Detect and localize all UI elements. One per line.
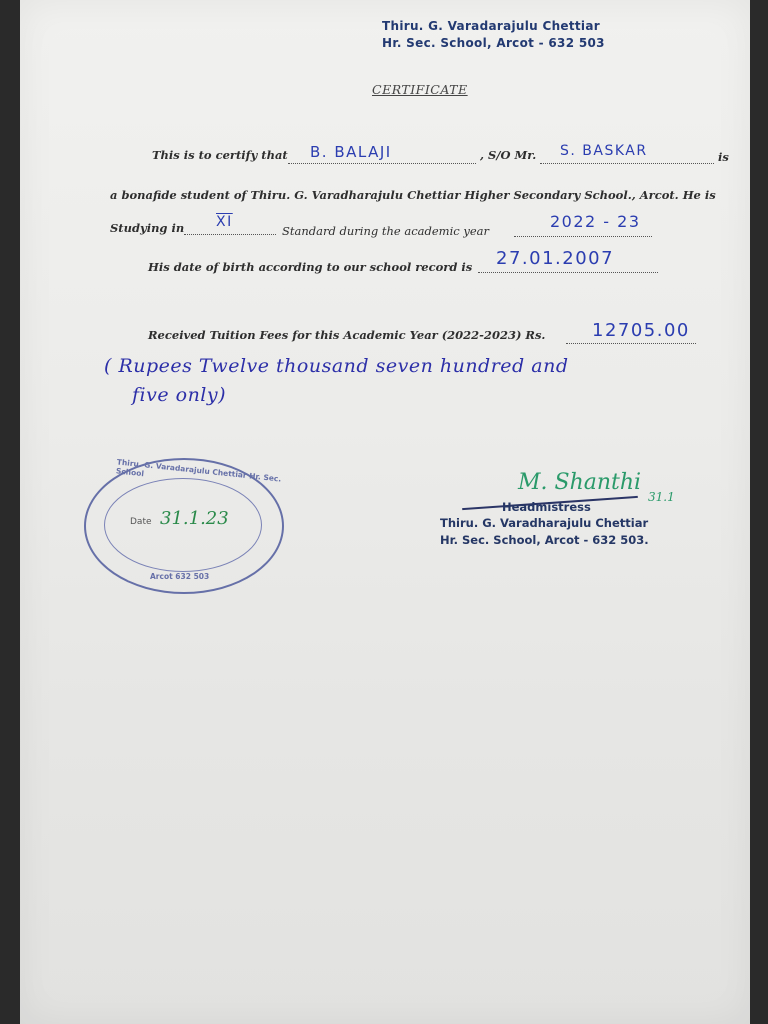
certificate-paper — [20, 0, 750, 1024]
headmistress-school-line-2: Hr. Sec. School, Arcot - 632 503. — [440, 533, 649, 547]
year-blank — [514, 236, 652, 237]
amount-words-line-1: ( Rupees Twelve thousand seven hundred and — [104, 355, 569, 377]
signature-date: 31.1 — [648, 490, 675, 504]
name-blank — [288, 163, 476, 164]
bonafide-line: a bonafide student of Thiru. G. Varadharajulu Chettiar Higher Secondary School., Arcot. He is — [110, 188, 716, 202]
academic-year: 2022 - 23 — [550, 212, 641, 231]
father-name: S. BASKAR — [560, 143, 648, 159]
fees-label: Received Tuition Fees for this Academic Year (2022-2023) Rs. — [148, 328, 546, 342]
seal-date-value: 31.1.23 — [160, 508, 229, 529]
dob-label: His date of birth according to our school record is — [148, 260, 473, 274]
so-label: , S/O Mr. — [480, 148, 537, 162]
dob-value: 27.01.2007 — [496, 248, 615, 269]
father-blank — [540, 163, 714, 164]
header-line-1: Thiru. G. Varadarajulu Chettiar — [382, 19, 600, 33]
dob-blank — [478, 272, 658, 273]
seal-top-text: Thiru. G. Varadarajulu Chettiar Hr. Sec. School — [115, 457, 282, 484]
standard-blank — [184, 234, 276, 235]
certificate-title: CERTIFICATE — [372, 82, 468, 97]
headmistress-signature: M. Shanthi — [518, 470, 642, 495]
studying-in-label: Studying in — [110, 221, 185, 235]
standard-value: $\overline{XI}$ — [216, 214, 233, 230]
headmistress-school-line-1: Thiru. G. Varadharajulu Chettiar — [440, 516, 649, 530]
fees-value: 12705.00 — [592, 320, 690, 341]
is-label: is — [718, 150, 729, 164]
fees-blank — [566, 343, 696, 344]
amount-words-line-2: five only) — [132, 384, 227, 406]
certify-prefix: This is to certify that — [152, 148, 288, 162]
seal-bottom-text: Arcot 632 503 — [150, 572, 210, 581]
standard-suffix: Standard during the academic year — [282, 224, 490, 238]
school-header — [382, 18, 605, 52]
student-name: B. BALAJI — [310, 143, 392, 161]
seal-date-label: Date — [130, 517, 152, 527]
headmistress-label: Headmistress — [502, 500, 591, 514]
school-seal — [84, 458, 284, 594]
header-line-2: Hr. Sec. School, Arcot - 632 503 — [382, 36, 605, 50]
